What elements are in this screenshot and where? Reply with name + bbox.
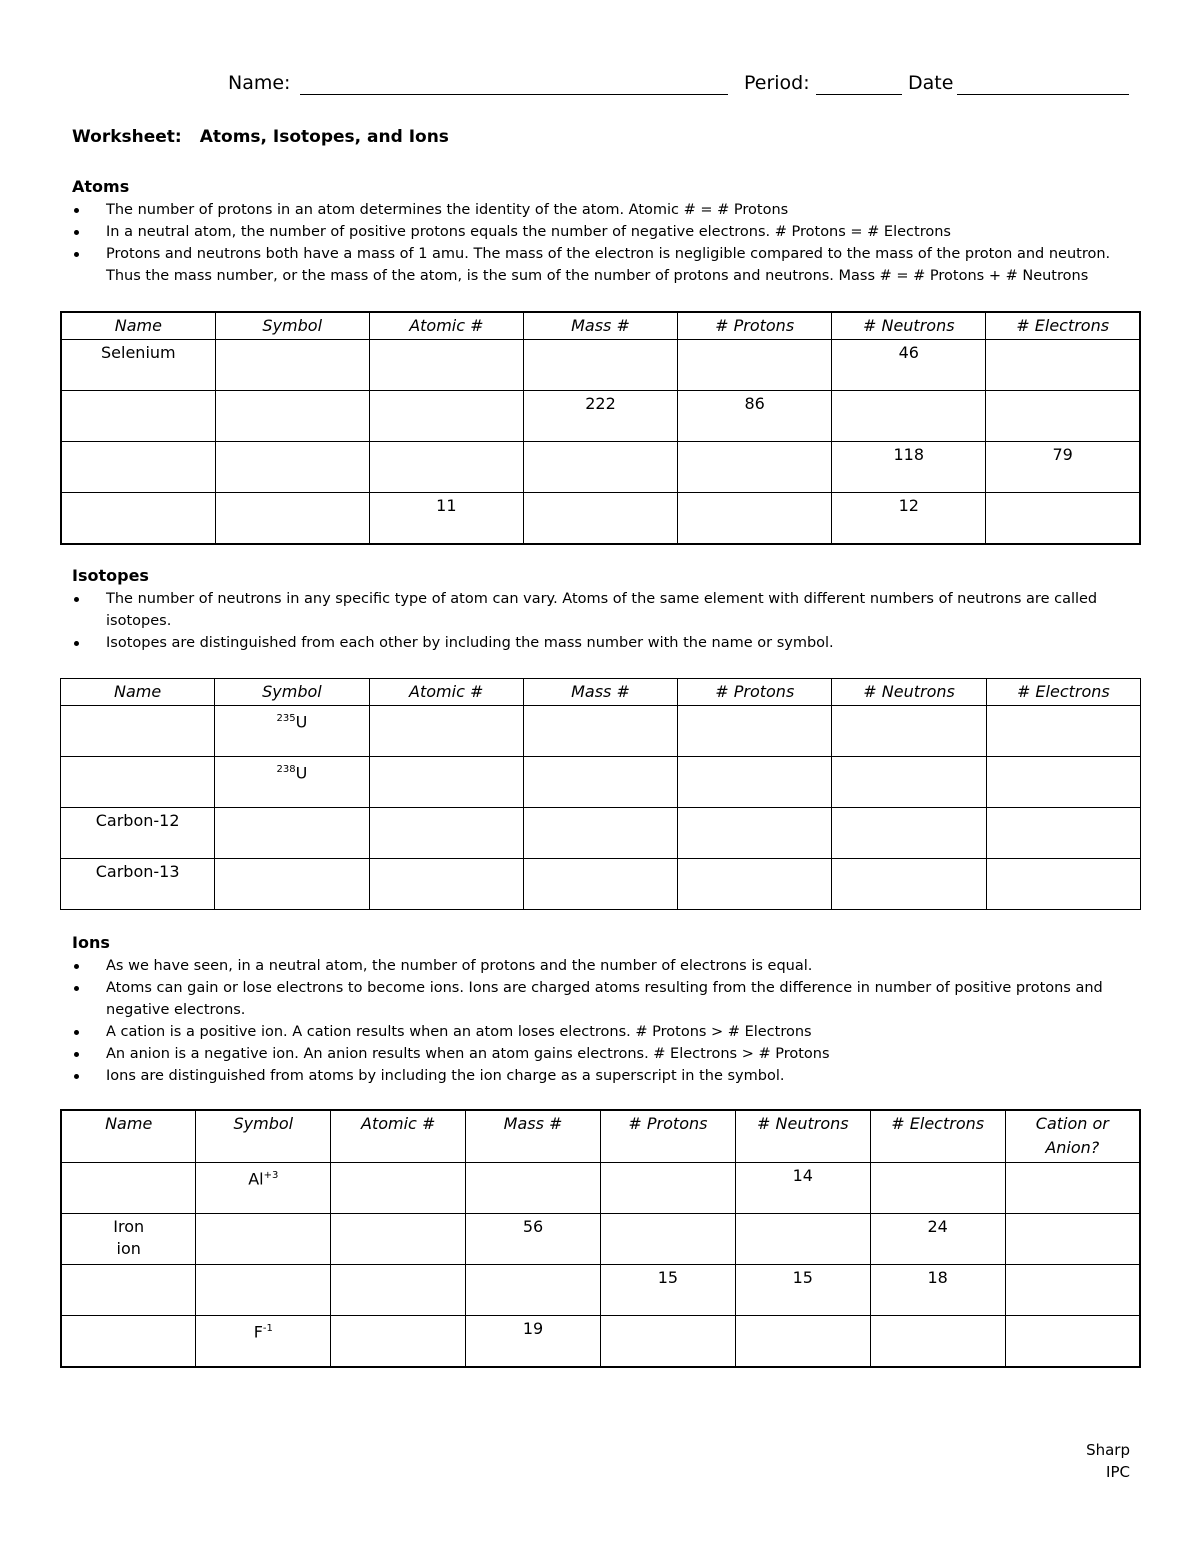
element-symbol: F — [253, 1322, 263, 1342]
cell[interactable] — [678, 442, 832, 493]
col-name: Name — [61, 679, 215, 706]
cell[interactable] — [215, 808, 369, 859]
cell[interactable] — [61, 442, 215, 493]
cell[interactable] — [466, 1265, 601, 1316]
cell[interactable]: Carbon-13 — [61, 859, 215, 910]
cell[interactable] — [466, 1163, 601, 1214]
col-name: Name — [61, 312, 215, 340]
col-protons: # Protons — [678, 312, 832, 340]
cell[interactable] — [523, 493, 677, 545]
ions-table — [60, 1109, 1141, 1368]
list-item: Ions are distinguished from atoms by including the ion charge as a superscript in the symbol. — [72, 1065, 1132, 1087]
cell[interactable] — [986, 340, 1140, 391]
cell[interactable] — [523, 859, 677, 910]
cell[interactable]: 46 — [832, 340, 986, 391]
cell[interactable] — [215, 442, 369, 493]
cell[interactable]: 12 — [832, 493, 986, 545]
cell[interactable]: 15 — [601, 1265, 736, 1316]
worksheet-label: Worksheet: — [72, 127, 182, 147]
cell[interactable] — [832, 391, 986, 442]
cell[interactable] — [832, 859, 986, 910]
col-mass: Mass # — [466, 1110, 601, 1163]
col-electrons: # Electrons — [986, 679, 1140, 706]
cell[interactable] — [678, 493, 832, 545]
isotopes-bullets — [72, 588, 1132, 654]
table-row — [61, 706, 1141, 757]
table-row — [61, 340, 1140, 391]
cell[interactable]: 79 — [986, 442, 1140, 493]
cell[interactable]: 11 — [369, 493, 523, 545]
name-field[interactable] — [300, 72, 728, 95]
cell[interactable] — [215, 340, 369, 391]
cell[interactable] — [331, 1316, 466, 1368]
ion-symbol[interactable] — [196, 1316, 331, 1368]
col-cation-anion — [1005, 1110, 1140, 1163]
table-row — [61, 1265, 1140, 1316]
list-item: As we have seen, in a neutral atom, the number of protons and the number of electrons is equal. — [72, 955, 1132, 977]
ion-symbol[interactable] — [196, 1163, 331, 1214]
table-header-row — [61, 312, 1140, 340]
col-symbol: Symbol — [215, 679, 369, 706]
cell[interactable] — [986, 706, 1140, 757]
element-symbol: U — [295, 712, 308, 732]
footer-course: IPC — [1106, 1463, 1130, 1481]
cell[interactable] — [986, 493, 1140, 545]
col-electrons: # Electrons — [986, 312, 1140, 340]
cell[interactable] — [331, 1214, 466, 1265]
cell[interactable] — [1005, 1163, 1140, 1214]
cell[interactable] — [61, 1163, 196, 1214]
col-atomic: Atomic # — [331, 1110, 466, 1163]
cell[interactable] — [678, 808, 832, 859]
date-field[interactable] — [957, 72, 1129, 95]
col-mass: Mass # — [523, 312, 677, 340]
cell[interactable] — [735, 1316, 870, 1368]
atoms-table — [60, 311, 1141, 545]
cell[interactable] — [523, 706, 677, 757]
cell[interactable] — [215, 493, 369, 545]
cell[interactable]: 222 — [523, 391, 677, 442]
col-protons: # Protons — [601, 1110, 736, 1163]
cell[interactable] — [870, 1316, 1005, 1368]
cell[interactable] — [601, 1316, 736, 1368]
cell[interactable] — [832, 706, 986, 757]
cell[interactable] — [523, 757, 677, 808]
col-neutrons: # Neutrons — [735, 1110, 870, 1163]
list-item: The number of neutrons in any specific type of atom can vary. Atoms of the same element with different numbers of neutrons are called isotopes. — [72, 588, 1132, 632]
col-cation-anion-line1: Cation or — [1035, 1114, 1109, 1133]
cell[interactable] — [832, 808, 986, 859]
isotope-symbol[interactable] — [215, 706, 369, 757]
cell[interactable] — [369, 808, 523, 859]
table-header-row — [61, 1110, 1140, 1163]
table-row — [61, 493, 1140, 545]
table-row — [61, 859, 1141, 910]
period-field[interactable] — [816, 72, 902, 95]
cell[interactable] — [986, 808, 1140, 859]
table-header-row — [61, 679, 1141, 706]
mass-superscript: 235 — [276, 713, 296, 724]
cell[interactable] — [735, 1214, 870, 1265]
col-atomic: Atomic # — [369, 312, 523, 340]
charge-superscript: +3 — [263, 1170, 279, 1181]
ions-bullets — [72, 955, 1132, 1087]
period-label: Period: — [744, 72, 810, 94]
cell[interactable] — [61, 1316, 196, 1368]
col-neutrons: # Neutrons — [832, 312, 986, 340]
worksheet-title — [72, 127, 449, 147]
cell[interactable]: 24 — [870, 1214, 1005, 1265]
footer — [1086, 1439, 1130, 1483]
list-item: A cation is a positive ion. A cation results when an atom loses electrons. # Protons > # Electrons — [72, 1021, 1132, 1043]
isotope-symbol[interactable] — [215, 757, 369, 808]
table-row — [61, 1316, 1140, 1368]
list-item: The number of protons in an atom determines the identity of the atom. Atomic # = # Protons — [72, 199, 1132, 221]
ion-symbol[interactable] — [196, 1214, 331, 1265]
cell[interactable] — [678, 757, 832, 808]
col-symbol: Symbol — [196, 1110, 331, 1163]
col-atomic: Atomic # — [369, 679, 523, 706]
isotopes-table — [60, 678, 1141, 910]
table-row — [61, 1163, 1140, 1214]
cell[interactable] — [369, 859, 523, 910]
cell[interactable] — [601, 1163, 736, 1214]
col-cation-anion-line2: Anion? — [1045, 1138, 1100, 1157]
cell[interactable] — [215, 391, 369, 442]
table-row — [61, 808, 1141, 859]
cell[interactable] — [1005, 1316, 1140, 1368]
ion-symbol[interactable] — [196, 1265, 331, 1316]
worksheet-topic: Atoms, Isotopes, and Ions — [199, 127, 449, 147]
cell[interactable]: 15 — [735, 1265, 870, 1316]
table-row — [61, 1214, 1140, 1265]
col-symbol: Symbol — [215, 312, 369, 340]
cell[interactable] — [369, 706, 523, 757]
cell[interactable]: 56 — [466, 1214, 601, 1265]
col-protons: # Protons — [678, 679, 832, 706]
cell[interactable]: 118 — [832, 442, 986, 493]
atoms-bullets — [72, 199, 1132, 287]
cell[interactable] — [601, 1214, 736, 1265]
cell[interactable] — [523, 808, 677, 859]
cell[interactable] — [61, 706, 215, 757]
header — [228, 72, 1133, 98]
cell[interactable] — [986, 391, 1140, 442]
element-symbol: Al — [248, 1169, 264, 1189]
cell[interactable] — [870, 1163, 1005, 1214]
cell[interactable]: 18 — [870, 1265, 1005, 1316]
list-item: An anion is a negative ion. An anion results when an atom gains electrons. # Electrons > # Protons — [72, 1043, 1132, 1065]
mass-superscript: 238 — [276, 764, 296, 775]
cell[interactable] — [61, 391, 215, 442]
col-mass: Mass # — [523, 679, 677, 706]
cell[interactable] — [369, 391, 523, 442]
footer-author: Sharp — [1086, 1441, 1130, 1459]
cell[interactable] — [1005, 1214, 1140, 1265]
charge-superscript: -1 — [262, 1323, 273, 1334]
isotopes-heading: Isotopes — [72, 566, 149, 585]
ions-heading: Ions — [72, 933, 110, 952]
cell[interactable] — [369, 340, 523, 391]
cell[interactable] — [61, 757, 215, 808]
element-symbol: U — [295, 763, 308, 783]
cell[interactable] — [832, 757, 986, 808]
cell[interactable]: 14 — [735, 1163, 870, 1214]
date-label: Date — [908, 72, 954, 94]
cell[interactable] — [61, 493, 215, 545]
list-item: Protons and neutrons both have a mass of 1 amu. The mass of the electron is negligible compared to the mass of the proton and neutron. Thus the mass number, or the mass of the atom, is the sum of the number of protons and neutrons. Mass # = # Protons + # Neutrons — [72, 243, 1132, 287]
cell[interactable] — [523, 340, 677, 391]
cell[interactable] — [331, 1265, 466, 1316]
cell[interactable]: 86 — [678, 391, 832, 442]
col-name: Name — [61, 1110, 196, 1163]
ion-name-line2: ion — [116, 1239, 141, 1258]
cell[interactable] — [523, 442, 677, 493]
cell[interactable] — [678, 706, 832, 757]
ion-name: Iron — [113, 1217, 145, 1236]
cell[interactable] — [61, 1214, 196, 1265]
list-item: Atoms can gain or lose electrons to become ions. Ions are charged atoms resulting from the difference in number of positive protons and negative electrons. — [72, 977, 1132, 1021]
name-label: Name: — [228, 72, 291, 94]
col-electrons: # Electrons — [870, 1110, 1005, 1163]
cell[interactable] — [678, 859, 832, 910]
list-item: Isotopes are distinguished from each other by including the mass number with the name or symbol. — [72, 632, 1132, 654]
cell[interactable] — [369, 757, 523, 808]
cell[interactable]: 19 — [466, 1316, 601, 1368]
cell[interactable] — [331, 1163, 466, 1214]
table-row — [61, 757, 1141, 808]
cell[interactable] — [215, 859, 369, 910]
cell[interactable] — [986, 757, 1140, 808]
cell[interactable] — [678, 340, 832, 391]
cell[interactable] — [61, 1265, 196, 1316]
cell[interactable]: Carbon-12 — [61, 808, 215, 859]
cell[interactable] — [986, 859, 1140, 910]
cell[interactable]: Selenium — [61, 340, 215, 391]
cell[interactable] — [369, 442, 523, 493]
atoms-heading: Atoms — [72, 177, 130, 196]
col-neutrons: # Neutrons — [832, 679, 986, 706]
cell[interactable] — [1005, 1265, 1140, 1316]
table-row — [61, 391, 1140, 442]
table-row — [61, 442, 1140, 493]
list-item: In a neutral atom, the number of positive protons equals the number of negative electrons. # Protons = # Electrons — [72, 221, 1132, 243]
